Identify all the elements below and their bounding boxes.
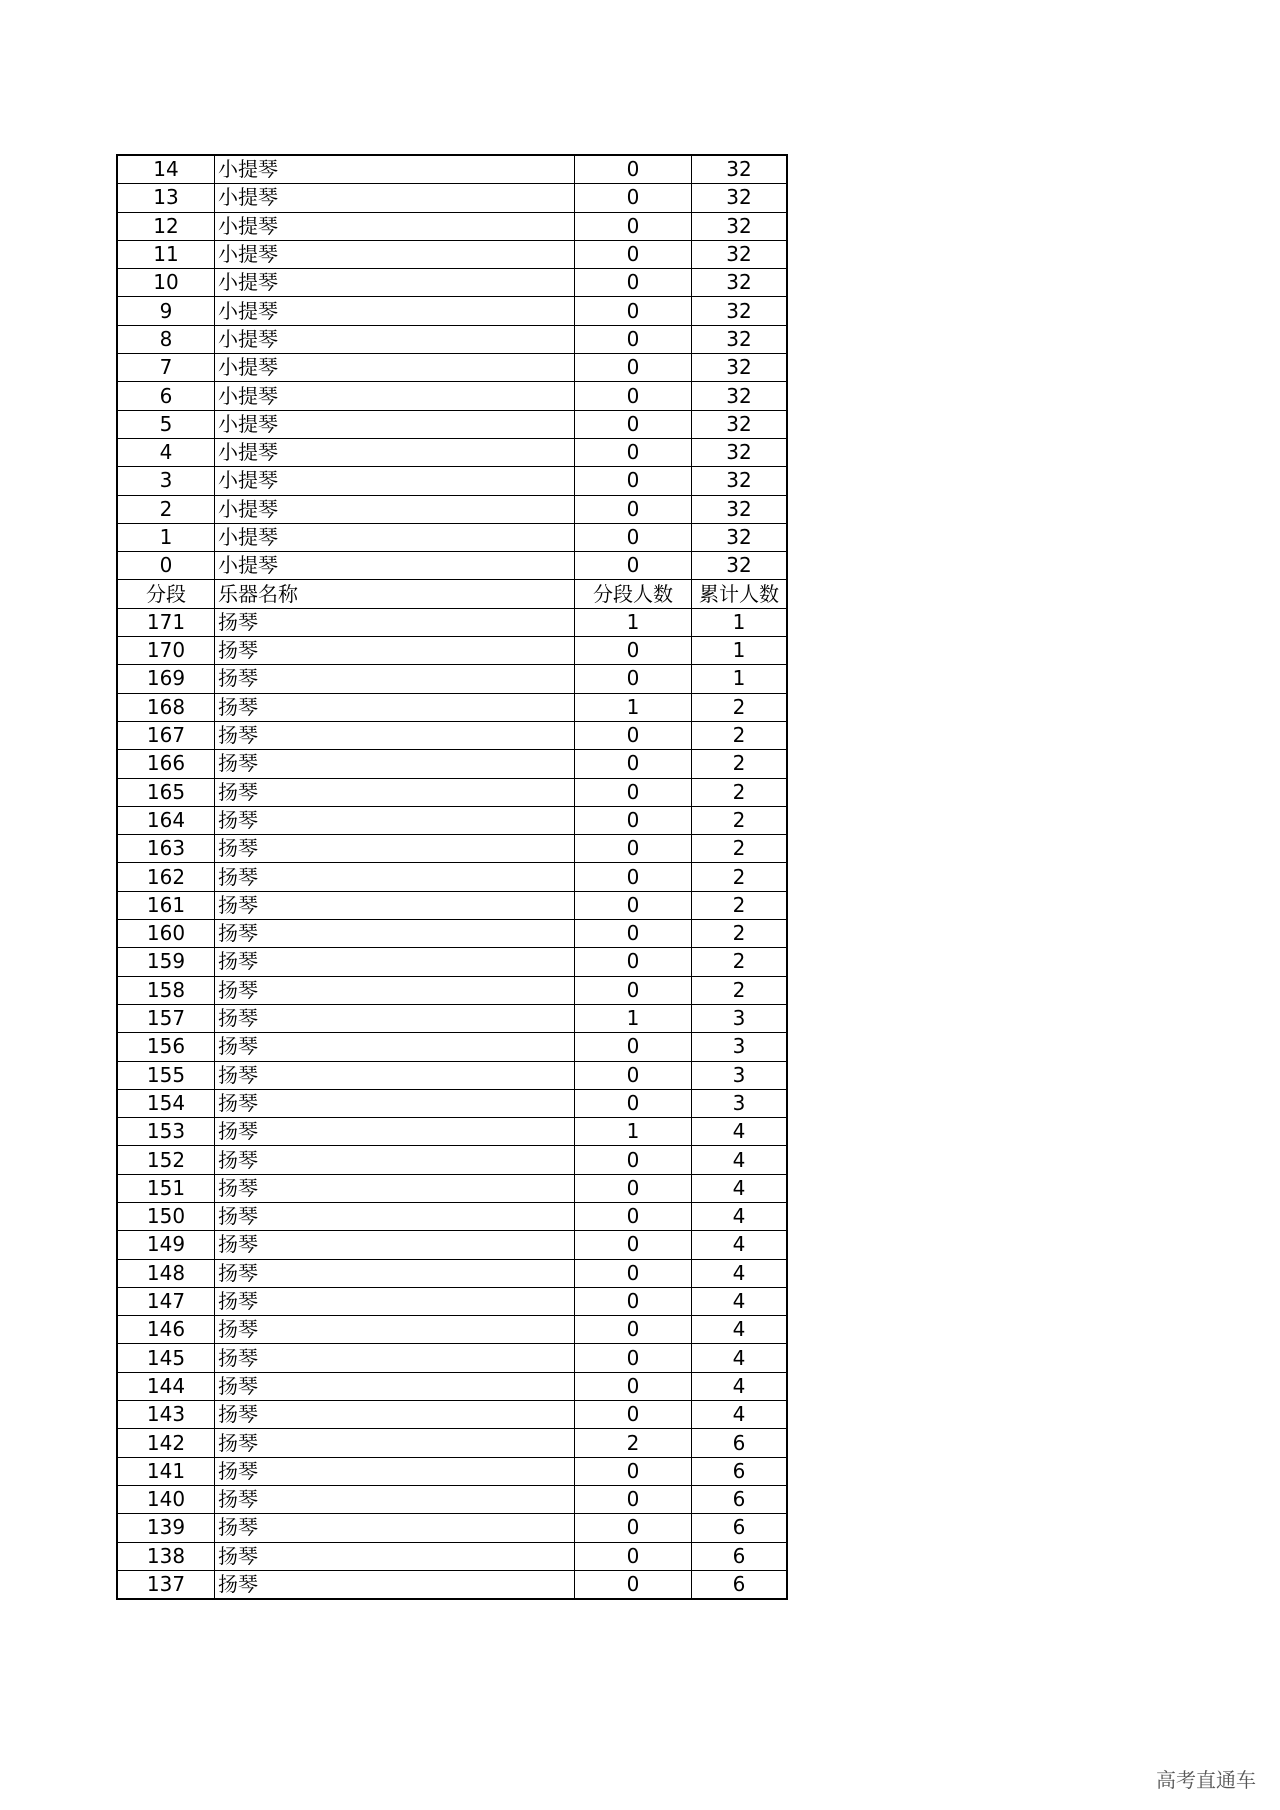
- cell-score: 154: [117, 1089, 215, 1117]
- cell-instrument: 扬琴: [215, 863, 575, 891]
- cell-instrument: 扬琴: [215, 721, 575, 749]
- cell-score: 166: [117, 750, 215, 778]
- cell-cumulative-count: 32: [692, 184, 788, 212]
- cell-instrument: 小提琴: [215, 523, 575, 551]
- cell-segment-count: 0: [575, 523, 692, 551]
- cell-instrument: 小提琴: [215, 438, 575, 466]
- cell-instrument: 扬琴: [215, 1542, 575, 1570]
- table-row: [117, 1457, 787, 1485]
- cell-score: 171: [117, 608, 215, 636]
- cell-cumulative-count: 32: [692, 382, 788, 410]
- cell-segment-count: 0: [575, 835, 692, 863]
- cell-score: 155: [117, 1061, 215, 1089]
- table-row: [117, 155, 787, 184]
- cell-segment-count: 0: [575, 1570, 692, 1599]
- header-cell-instrument: 乐器名称: [215, 580, 575, 608]
- table-row: [117, 438, 787, 466]
- cell-instrument: 小提琴: [215, 240, 575, 268]
- table-row: [117, 750, 787, 778]
- table-row: [117, 1570, 787, 1599]
- cell-cumulative-count: 4: [692, 1372, 788, 1400]
- table-row: [117, 891, 787, 919]
- cell-segment-count: 0: [575, 1146, 692, 1174]
- cell-segment-count: 0: [575, 212, 692, 240]
- cell-cumulative-count: 4: [692, 1401, 788, 1429]
- table-row: [117, 637, 787, 665]
- cell-cumulative-count: 6: [692, 1570, 788, 1599]
- cell-score: 1: [117, 523, 215, 551]
- cell-score: 137: [117, 1570, 215, 1599]
- cell-instrument: 扬琴: [215, 1514, 575, 1542]
- table-row: [117, 1033, 787, 1061]
- table-row: [117, 523, 787, 551]
- cell-cumulative-count: 2: [692, 806, 788, 834]
- table-row: [117, 608, 787, 636]
- cell-instrument: 扬琴: [215, 1259, 575, 1287]
- table-row: [117, 354, 787, 382]
- cell-score: 3: [117, 467, 215, 495]
- cell-instrument: 扬琴: [215, 1174, 575, 1202]
- cell-instrument: 扬琴: [215, 608, 575, 636]
- cell-instrument: 扬琴: [215, 1372, 575, 1400]
- cell-score: 164: [117, 806, 215, 834]
- cell-instrument: 扬琴: [215, 1401, 575, 1429]
- cell-cumulative-count: 4: [692, 1344, 788, 1372]
- cell-instrument: 扬琴: [215, 1231, 575, 1259]
- cell-cumulative-count: 4: [692, 1174, 788, 1202]
- cell-segment-count: 0: [575, 665, 692, 693]
- cell-instrument: 扬琴: [215, 1089, 575, 1117]
- cell-cumulative-count: 2: [692, 721, 788, 749]
- cell-score: 162: [117, 863, 215, 891]
- cell-instrument: 扬琴: [215, 693, 575, 721]
- table-row: [117, 1542, 787, 1570]
- cell-cumulative-count: 2: [692, 693, 788, 721]
- table-row: [117, 552, 787, 580]
- cell-segment-count: 1: [575, 1004, 692, 1032]
- cell-instrument: 扬琴: [215, 1004, 575, 1032]
- cell-score: 168: [117, 693, 215, 721]
- cell-segment-count: 0: [575, 269, 692, 297]
- cell-instrument: 扬琴: [215, 1033, 575, 1061]
- cell-cumulative-count: 4: [692, 1118, 788, 1146]
- cell-segment-count: 0: [575, 325, 692, 353]
- cell-cumulative-count: 2: [692, 750, 788, 778]
- cell-instrument: 扬琴: [215, 1429, 575, 1457]
- cell-score: 160: [117, 920, 215, 948]
- cell-segment-count: 0: [575, 1061, 692, 1089]
- cell-instrument: 扬琴: [215, 806, 575, 834]
- table-row: [117, 1089, 787, 1117]
- cell-score: 159: [117, 948, 215, 976]
- cell-cumulative-count: 2: [692, 976, 788, 1004]
- table-row: [117, 1429, 787, 1457]
- cell-cumulative-count: 32: [692, 155, 788, 184]
- table-row: [117, 325, 787, 353]
- cell-instrument: 小提琴: [215, 495, 575, 523]
- cell-segment-count: 0: [575, 976, 692, 1004]
- cell-segment-count: 0: [575, 1259, 692, 1287]
- cell-segment-count: 0: [575, 863, 692, 891]
- cell-segment-count: 0: [575, 1401, 692, 1429]
- cell-instrument: 扬琴: [215, 750, 575, 778]
- cell-cumulative-count: 32: [692, 467, 788, 495]
- cell-instrument: 扬琴: [215, 1118, 575, 1146]
- cell-segment-count: 0: [575, 467, 692, 495]
- cell-score: 147: [117, 1287, 215, 1315]
- watermark-text: 高考直通车: [1156, 1768, 1256, 1792]
- cell-instrument: 小提琴: [215, 552, 575, 580]
- cell-cumulative-count: 32: [692, 297, 788, 325]
- cell-score: 2: [117, 495, 215, 523]
- cell-cumulative-count: 4: [692, 1316, 788, 1344]
- cell-score: 7: [117, 354, 215, 382]
- cell-score: 6: [117, 382, 215, 410]
- cell-instrument: 扬琴: [215, 1146, 575, 1174]
- cell-instrument: 小提琴: [215, 467, 575, 495]
- cell-score: 5: [117, 410, 215, 438]
- table-row: [117, 778, 787, 806]
- cell-instrument: 小提琴: [215, 410, 575, 438]
- table-row: [117, 1287, 787, 1315]
- cell-cumulative-count: 6: [692, 1542, 788, 1570]
- table-row: [117, 948, 787, 976]
- cell-score: 143: [117, 1401, 215, 1429]
- table-row: [117, 920, 787, 948]
- table-row: [117, 382, 787, 410]
- cell-segment-count: 0: [575, 1316, 692, 1344]
- cell-score: 152: [117, 1146, 215, 1174]
- cell-segment-count: 0: [575, 721, 692, 749]
- cell-score: 149: [117, 1231, 215, 1259]
- cell-cumulative-count: 32: [692, 325, 788, 353]
- cell-score: 144: [117, 1372, 215, 1400]
- cell-segment-count: 0: [575, 1542, 692, 1570]
- cell-instrument: 小提琴: [215, 354, 575, 382]
- cell-cumulative-count: 6: [692, 1457, 788, 1485]
- cell-segment-count: 0: [575, 495, 692, 523]
- cell-cumulative-count: 6: [692, 1429, 788, 1457]
- cell-score: 139: [117, 1514, 215, 1542]
- cell-cumulative-count: 2: [692, 948, 788, 976]
- cell-instrument: 小提琴: [215, 155, 575, 184]
- cell-cumulative-count: 2: [692, 863, 788, 891]
- cell-cumulative-count: 2: [692, 835, 788, 863]
- table-row: [117, 1372, 787, 1400]
- table-header-row: [117, 580, 787, 608]
- cell-segment-count: 0: [575, 155, 692, 184]
- header-cell-segment-count: 分段人数: [575, 580, 692, 608]
- cell-cumulative-count: 3: [692, 1004, 788, 1032]
- cell-instrument: 扬琴: [215, 920, 575, 948]
- cell-segment-count: 0: [575, 891, 692, 919]
- cell-instrument: 扬琴: [215, 891, 575, 919]
- cell-score: 145: [117, 1344, 215, 1372]
- cell-instrument: 扬琴: [215, 1344, 575, 1372]
- table-row: [117, 835, 787, 863]
- cell-score: 150: [117, 1202, 215, 1230]
- cell-cumulative-count: 32: [692, 410, 788, 438]
- cell-instrument: 小提琴: [215, 269, 575, 297]
- cell-segment-count: 0: [575, 297, 692, 325]
- cell-segment-count: 0: [575, 750, 692, 778]
- cell-instrument: 小提琴: [215, 212, 575, 240]
- cell-segment-count: 0: [575, 920, 692, 948]
- cell-cumulative-count: 4: [692, 1231, 788, 1259]
- cell-instrument: 扬琴: [215, 1457, 575, 1485]
- table-row: [117, 976, 787, 1004]
- table-row: [117, 495, 787, 523]
- cell-cumulative-count: 4: [692, 1202, 788, 1230]
- cell-segment-count: 0: [575, 240, 692, 268]
- table-row: [117, 1061, 787, 1089]
- score-distribution-table: [116, 154, 788, 1600]
- cell-segment-count: 0: [575, 1231, 692, 1259]
- table-row: [117, 1004, 787, 1032]
- cell-cumulative-count: 4: [692, 1146, 788, 1174]
- cell-cumulative-count: 32: [692, 212, 788, 240]
- table-row: [117, 184, 787, 212]
- cell-cumulative-count: 3: [692, 1089, 788, 1117]
- cell-segment-count: 0: [575, 438, 692, 466]
- table-row: [117, 240, 787, 268]
- cell-score: 163: [117, 835, 215, 863]
- table-row: [117, 297, 787, 325]
- cell-instrument: 小提琴: [215, 297, 575, 325]
- cell-cumulative-count: 32: [692, 495, 788, 523]
- cell-cumulative-count: 6: [692, 1514, 788, 1542]
- cell-score: 12: [117, 212, 215, 240]
- cell-instrument: 小提琴: [215, 325, 575, 353]
- table-row: [117, 721, 787, 749]
- cell-score: 142: [117, 1429, 215, 1457]
- table-row: [117, 1231, 787, 1259]
- cell-score: 161: [117, 891, 215, 919]
- cell-segment-count: 2: [575, 1429, 692, 1457]
- cell-segment-count: 0: [575, 1202, 692, 1230]
- header-cell-score: 分段: [117, 580, 215, 608]
- cell-instrument: 扬琴: [215, 1316, 575, 1344]
- cell-cumulative-count: 3: [692, 1033, 788, 1061]
- cell-cumulative-count: 32: [692, 269, 788, 297]
- cell-cumulative-count: 32: [692, 354, 788, 382]
- cell-score: 146: [117, 1316, 215, 1344]
- cell-cumulative-count: 2: [692, 891, 788, 919]
- cell-cumulative-count: 6: [692, 1485, 788, 1513]
- cell-score: 170: [117, 637, 215, 665]
- cell-segment-count: 0: [575, 948, 692, 976]
- cell-score: 14: [117, 155, 215, 184]
- cell-cumulative-count: 32: [692, 523, 788, 551]
- table-row: [117, 693, 787, 721]
- cell-score: 169: [117, 665, 215, 693]
- table-row: [117, 1316, 787, 1344]
- cell-segment-count: 0: [575, 1457, 692, 1485]
- cell-cumulative-count: 32: [692, 438, 788, 466]
- cell-score: 157: [117, 1004, 215, 1032]
- cell-instrument: 小提琴: [215, 184, 575, 212]
- cell-cumulative-count: 2: [692, 778, 788, 806]
- cell-cumulative-count: 3: [692, 1061, 788, 1089]
- table-row: [117, 212, 787, 240]
- cell-instrument: 扬琴: [215, 1485, 575, 1513]
- cell-segment-count: 0: [575, 1174, 692, 1202]
- cell-segment-count: 0: [575, 382, 692, 410]
- cell-score: 13: [117, 184, 215, 212]
- cell-segment-count: 0: [575, 410, 692, 438]
- table-row: [117, 1118, 787, 1146]
- cell-score: 4: [117, 438, 215, 466]
- cell-cumulative-count: 32: [692, 240, 788, 268]
- cell-instrument: 扬琴: [215, 835, 575, 863]
- cell-score: 153: [117, 1118, 215, 1146]
- cell-segment-count: 0: [575, 1089, 692, 1117]
- header-cell-cumulative-count: 累计人数: [692, 580, 788, 608]
- cell-cumulative-count: 32: [692, 552, 788, 580]
- table-row: [117, 1146, 787, 1174]
- cell-cumulative-count: 1: [692, 608, 788, 636]
- cell-score: 141: [117, 1457, 215, 1485]
- cell-instrument: 扬琴: [215, 948, 575, 976]
- cell-segment-count: 0: [575, 806, 692, 834]
- cell-score: 148: [117, 1259, 215, 1287]
- cell-instrument: 扬琴: [215, 778, 575, 806]
- table-body: [117, 155, 787, 1599]
- cell-score: 151: [117, 1174, 215, 1202]
- cell-instrument: 扬琴: [215, 976, 575, 1004]
- cell-segment-count: 0: [575, 1372, 692, 1400]
- cell-segment-count: 0: [575, 184, 692, 212]
- cell-instrument: 扬琴: [215, 1061, 575, 1089]
- table-row: [117, 1174, 787, 1202]
- table-row: [117, 410, 787, 438]
- cell-instrument: 小提琴: [215, 382, 575, 410]
- cell-segment-count: 0: [575, 1287, 692, 1315]
- table-row: [117, 1485, 787, 1513]
- cell-segment-count: 0: [575, 552, 692, 580]
- cell-segment-count: 0: [575, 637, 692, 665]
- cell-score: 158: [117, 976, 215, 1004]
- table-row: [117, 1259, 787, 1287]
- cell-cumulative-count: 4: [692, 1259, 788, 1287]
- cell-score: 10: [117, 269, 215, 297]
- cell-score: 140: [117, 1485, 215, 1513]
- cell-instrument: 扬琴: [215, 665, 575, 693]
- cell-segment-count: 0: [575, 354, 692, 382]
- table-row: [117, 1202, 787, 1230]
- cell-cumulative-count: 1: [692, 665, 788, 693]
- cell-segment-count: 0: [575, 1485, 692, 1513]
- cell-score: 165: [117, 778, 215, 806]
- cell-score: 167: [117, 721, 215, 749]
- table-row: [117, 269, 787, 297]
- cell-instrument: 扬琴: [215, 1287, 575, 1315]
- cell-segment-count: 0: [575, 778, 692, 806]
- cell-score: 8: [117, 325, 215, 353]
- table-row: [117, 1344, 787, 1372]
- table-row: [117, 665, 787, 693]
- cell-segment-count: 0: [575, 1514, 692, 1542]
- cell-instrument: 扬琴: [215, 1202, 575, 1230]
- table-row: [117, 467, 787, 495]
- cell-score: 11: [117, 240, 215, 268]
- cell-score: 156: [117, 1033, 215, 1061]
- table-row: [117, 1401, 787, 1429]
- cell-instrument: 扬琴: [215, 1570, 575, 1599]
- table-row: [117, 1514, 787, 1542]
- table-row: [117, 863, 787, 891]
- cell-instrument: 扬琴: [215, 637, 575, 665]
- cell-segment-count: 1: [575, 608, 692, 636]
- cell-score: 9: [117, 297, 215, 325]
- cell-cumulative-count: 4: [692, 1287, 788, 1315]
- cell-cumulative-count: 1: [692, 637, 788, 665]
- cell-segment-count: 0: [575, 1344, 692, 1372]
- cell-score: 138: [117, 1542, 215, 1570]
- cell-segment-count: 0: [575, 1033, 692, 1061]
- cell-cumulative-count: 2: [692, 920, 788, 948]
- cell-segment-count: 1: [575, 693, 692, 721]
- cell-segment-count: 1: [575, 1118, 692, 1146]
- table-row: [117, 806, 787, 834]
- cell-score: 0: [117, 552, 215, 580]
